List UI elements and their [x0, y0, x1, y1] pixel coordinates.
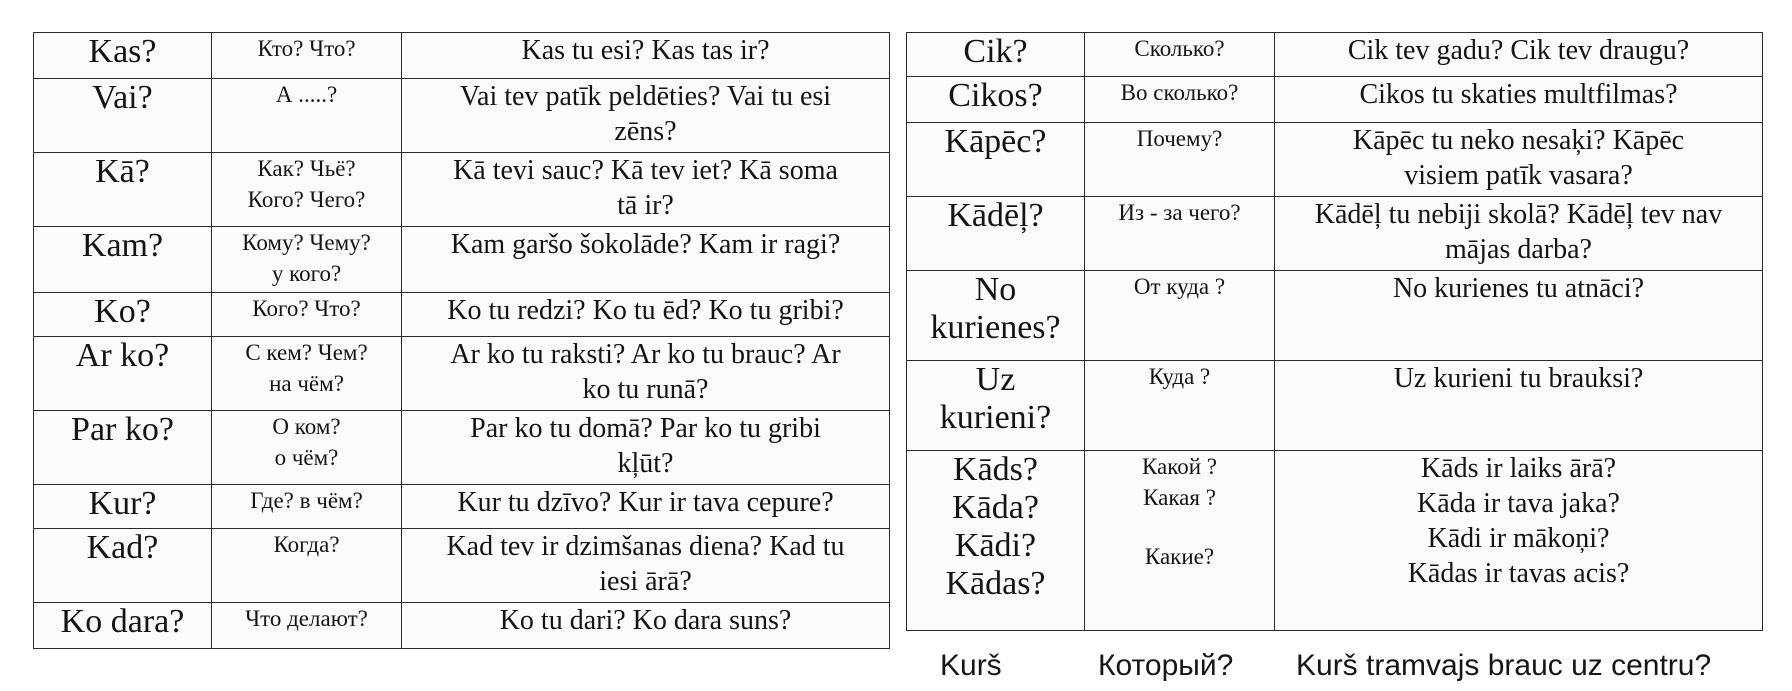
russian-translation: Из - за чего? — [1118, 200, 1241, 225]
question-word: Kas? — [88, 33, 157, 70]
question-word-cell — [34, 603, 212, 649]
example-sentence: visiem patīk vasara? — [1404, 160, 1633, 191]
russian-translation: Почему? — [1136, 126, 1223, 151]
example-sentence-cell — [402, 33, 890, 79]
example-sentence-cell — [1275, 451, 1763, 631]
russian-translation-cell — [212, 153, 402, 227]
example-sentence: tā ir? — [617, 190, 674, 221]
question-word: No — [974, 271, 1017, 308]
question-word: Cikos? — [948, 77, 1043, 114]
example-sentence-cell — [402, 227, 890, 293]
table-row — [34, 411, 890, 485]
example-sentence: Kādi ir mākoņi? — [1427, 523, 1610, 554]
question-word-cell — [34, 337, 212, 411]
russian-translation: Что делают? — [245, 606, 368, 631]
question-word: Cik? — [963, 33, 1028, 70]
russian-translation: на чём? — [269, 371, 344, 396]
example-sentence-cell — [1275, 271, 1763, 361]
example-sentence-cell — [402, 529, 890, 603]
russian-translation: Куда ? — [1148, 364, 1211, 389]
example-sentence-cell — [402, 293, 890, 337]
question-word: kurienes? — [930, 309, 1061, 346]
footer-russian-translation: Который? — [1098, 649, 1234, 682]
table-row — [34, 529, 890, 603]
russian-translation: С кем? Чем? — [245, 340, 368, 365]
example-sentence: Cik tev gadu? Cik tev draugu? — [1347, 35, 1690, 66]
question-word: Ko? — [94, 293, 151, 330]
table-row — [34, 603, 890, 649]
question-word: Kāda? — [952, 489, 1039, 526]
example-sentence: Ar ko tu raksti? Ar ko tu brauc? Ar — [450, 339, 841, 370]
russian-translation-cell — [1085, 77, 1275, 123]
russian-translation: Кто? Что? — [257, 36, 356, 61]
question-word: Par ko? — [71, 411, 174, 448]
question-word-cell — [34, 293, 212, 337]
russian-translation: От куда ? — [1133, 274, 1226, 299]
footer-question-word: Kurš — [940, 649, 1002, 682]
question-word-cell — [907, 197, 1085, 271]
table-row — [34, 227, 890, 293]
question-word-cell — [34, 153, 212, 227]
russian-translation-cell — [1085, 271, 1275, 361]
example-sentence: Kāds ir laiks ārā? — [1420, 453, 1617, 484]
question-word-cell — [34, 485, 212, 529]
russian-translation-cell — [212, 79, 402, 153]
question-word: Vai? — [92, 79, 153, 116]
question-word: Kam? — [81, 227, 164, 264]
table-row — [34, 337, 890, 411]
russian-translation: о чём? — [274, 445, 339, 470]
example-sentence-cell — [402, 79, 890, 153]
example-sentence: Cikos tu skaties multfilmas? — [1359, 79, 1678, 110]
question-word-cell — [34, 529, 212, 603]
question-word: Uz — [975, 361, 1016, 398]
example-sentence-cell — [402, 153, 890, 227]
example-sentence-cell — [1275, 197, 1763, 271]
russian-translation-cell — [212, 529, 402, 603]
example-sentence: iesi ārā? — [599, 566, 692, 597]
russian-translation-cell — [212, 33, 402, 79]
russian-translation: Какие? — [1144, 544, 1215, 569]
example-sentence-cell — [402, 603, 890, 649]
question-word: Kāpēc? — [944, 123, 1047, 160]
example-sentence: Ko tu dari? Ko dara suns? — [499, 605, 792, 636]
question-words-table-right — [906, 32, 1763, 631]
example-sentence: Kāpēc tu neko nesaķi? Kāpēc — [1352, 125, 1685, 156]
example-sentence: No kurienes tu atnāci? — [1392, 273, 1645, 304]
question-word: Ko dara? — [60, 603, 185, 640]
example-sentence: Kādēļ tu nebiji skolā? Kādēļ tev nav — [1314, 199, 1723, 230]
table-row — [34, 293, 890, 337]
russian-translation-cell — [212, 603, 402, 649]
example-sentence: Kad tev ir dzimšanas diena? Kad tu — [446, 531, 845, 562]
russian-translation-cell — [212, 485, 402, 529]
example-sentence-cell — [1275, 33, 1763, 77]
example-sentence: mājas darba? — [1445, 234, 1592, 265]
table-row — [907, 361, 1763, 451]
example-sentence-cell — [402, 485, 890, 529]
question-word-cell — [907, 123, 1085, 197]
question-word-cell — [907, 271, 1085, 361]
example-sentence: Kādas ir tavas acis? — [1407, 558, 1630, 589]
example-sentence: Kur tu dzīvo? Kur ir tava cepure? — [457, 487, 834, 518]
question-word: Kādēļ? — [947, 197, 1044, 234]
example-sentence: Ko tu redzi? Ko tu ēd? Ko tu gribi? — [447, 295, 844, 326]
question-word: kurieni? — [939, 399, 1052, 436]
table-row — [34, 33, 890, 79]
russian-translation-cell — [1085, 451, 1275, 631]
question-word-cell — [34, 79, 212, 153]
russian-translation: Кого? Чего? — [247, 187, 366, 212]
russian-translation: Как? Чьё? — [257, 156, 356, 181]
example-sentence: zēns? — [614, 116, 677, 147]
table-row — [907, 197, 1763, 271]
example-sentence-cell — [402, 411, 890, 485]
example-sentence: ko tu runā? — [582, 374, 709, 405]
example-sentence: Kā tevi sauc? Kā tev iet? Kā soma — [453, 155, 838, 186]
question-word: Kādas? — [945, 565, 1046, 602]
question-word: Ar ko? — [75, 337, 170, 374]
question-word: Kur? — [88, 485, 157, 522]
question-word-cell — [907, 451, 1085, 631]
russian-translation: Сколько? — [1134, 36, 1225, 61]
example-sentence: Kāda ir tava jaka? — [1417, 488, 1620, 519]
example-sentence: Uz kurieni tu brauksi? — [1393, 363, 1644, 394]
example-sentence: Kam garšo šokolāde? Kam ir ragi? — [450, 229, 841, 260]
example-sentence: kļūt? — [617, 448, 674, 479]
russian-translation-cell — [1085, 123, 1275, 197]
russian-translation: Кому? Чему? — [242, 230, 371, 255]
table-row — [34, 79, 890, 153]
question-word-cell — [34, 227, 212, 293]
table-row — [34, 485, 890, 529]
table-row — [907, 77, 1763, 123]
question-word-cell — [34, 33, 212, 79]
footer-example-sentence: Kurš tramvajs brauc uz centru? — [1296, 649, 1712, 682]
russian-translation: А .....? — [275, 82, 338, 107]
table-row — [34, 153, 890, 227]
russian-translation-cell — [212, 293, 402, 337]
question-word: Kāds? — [953, 451, 1038, 488]
russian-translation-cell — [212, 411, 402, 485]
table-row — [907, 451, 1763, 631]
russian-translation-cell — [212, 227, 402, 293]
russian-translation: Какой ? — [1141, 454, 1218, 479]
russian-translation — [1091, 513, 1268, 541]
russian-translation: Во сколько? — [1120, 80, 1239, 105]
example-sentence-cell — [1275, 77, 1763, 123]
russian-translation: Кого? Что? — [252, 296, 361, 321]
question-word: Kādi? — [954, 527, 1037, 564]
russian-translation: Когда? — [273, 532, 340, 557]
russian-translation: О ком? — [272, 414, 341, 439]
russian-translation: Где? в чём? — [250, 488, 363, 513]
russian-translation: у кого? — [271, 261, 342, 286]
example-sentence-cell — [1275, 361, 1763, 451]
russian-translation-cell — [1085, 33, 1275, 77]
example-sentence: Kas tu esi? Kas tas ir? — [521, 35, 770, 66]
example-sentence-cell — [1275, 123, 1763, 197]
question-word-cell — [907, 33, 1085, 77]
example-sentence-cell — [402, 337, 890, 411]
russian-translation-cell — [1085, 197, 1275, 271]
question-word-cell — [34, 411, 212, 485]
table-row — [907, 33, 1763, 77]
question-word: Kad? — [86, 529, 159, 566]
russian-translation-cell — [1085, 361, 1275, 451]
table-row — [907, 123, 1763, 197]
table-row — [907, 271, 1763, 361]
example-sentence: Par ko tu domā? Par ko tu gribi — [470, 413, 821, 444]
example-sentence: Vai tev patīk peldēties? Vai tu esi — [459, 81, 832, 112]
question-word-cell — [907, 361, 1085, 451]
question-word: Kā? — [95, 153, 150, 190]
russian-translation: Какая ? — [1143, 485, 1216, 510]
question-words-table-left — [33, 32, 890, 649]
question-word-cell — [907, 77, 1085, 123]
russian-translation-cell — [212, 337, 402, 411]
